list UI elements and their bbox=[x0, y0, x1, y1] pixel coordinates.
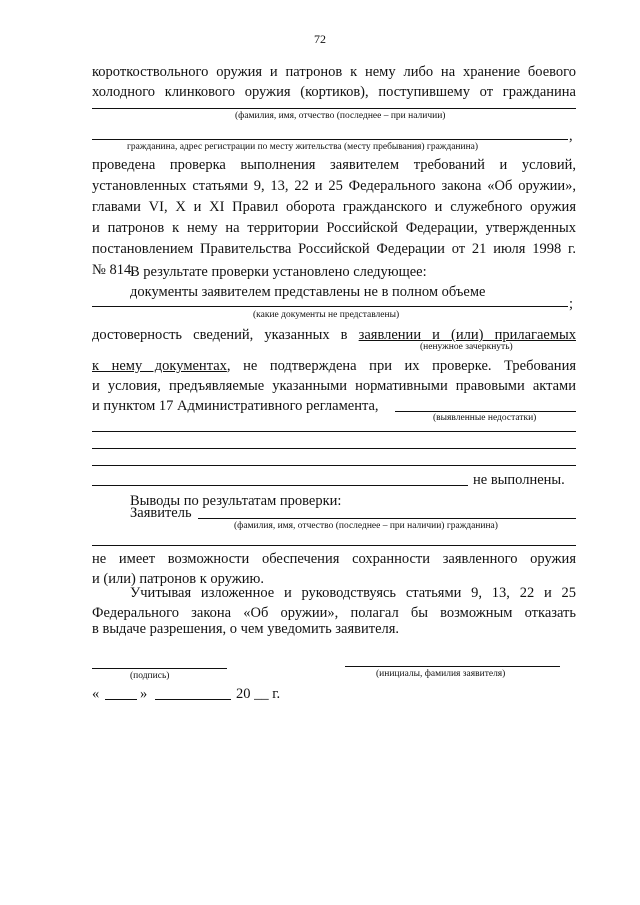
date-month-line bbox=[155, 699, 231, 700]
fill-line bbox=[92, 545, 576, 546]
text-line: № 814. bbox=[92, 262, 135, 278]
text-line: и пунктом 17 Административного регламента, bbox=[92, 398, 379, 414]
hint-signature: (подпись) bbox=[130, 671, 170, 681]
text-line: постановлением Правительства Российской Федерации от 21 июля 1998 г. bbox=[92, 241, 576, 257]
fill-line bbox=[92, 465, 576, 466]
fill-line bbox=[92, 306, 568, 307]
text-line: Выводы по результатам проверки: bbox=[130, 493, 342, 509]
text-line: короткоствольного оружия и патронов к нему либо на хранение боевого bbox=[92, 64, 576, 80]
date-quote-open: « bbox=[92, 686, 100, 702]
text-line bbox=[92, 356, 576, 376]
page-number: 72 bbox=[314, 32, 326, 46]
text-line: установленных статьями 9, 13, 22 и 25 Федерального закона «Об оружии», bbox=[92, 178, 576, 194]
underlined-text: к нему документах bbox=[92, 358, 227, 374]
text-line: и патронов к нему на территории Российской Федерации, утвержденных bbox=[92, 220, 576, 236]
date-quote-close: » bbox=[140, 686, 148, 702]
fill-line bbox=[395, 411, 576, 412]
comma: , bbox=[569, 128, 573, 144]
text-span: , не подтверждена при их проверке. Требования bbox=[226, 358, 576, 374]
text-line: и условия, предъявляемые указанными нормативными правовыми актами bbox=[92, 378, 576, 394]
date-year: 20 __ г. bbox=[236, 686, 281, 702]
fill-line bbox=[92, 448, 576, 449]
fill-line bbox=[198, 518, 576, 519]
text-line: Заявитель bbox=[130, 505, 192, 521]
signature-line bbox=[92, 668, 227, 669]
text-line: в выдаче разрешения, о чем уведомить заявителя. bbox=[92, 621, 400, 637]
fill-line bbox=[92, 108, 576, 109]
text-line: проведена проверка выполнения заявителем требований и условий, bbox=[92, 157, 576, 173]
date-day-line bbox=[105, 699, 137, 700]
hint-fio-applicant: (фамилия, имя, отчество (последнее – при наличии) гражданина) bbox=[234, 521, 498, 531]
hint-initials: (инициалы, фамилия заявителя) bbox=[376, 669, 506, 679]
hint-docs: (какие документы не представлены) bbox=[253, 310, 400, 320]
hint-defects: (выявленные недостатки) bbox=[433, 413, 537, 423]
text-line: и (или) патронов к оружию. bbox=[92, 571, 265, 587]
text-line: В результате проверки установлено следующее: bbox=[130, 264, 427, 280]
hint-strike: (ненужное зачеркнуть) bbox=[420, 342, 513, 352]
initials-line bbox=[345, 666, 560, 667]
text-line: главами VI, X и XI Правил оборота гражданского и служебного оружия bbox=[92, 199, 576, 215]
underlined-text: заявлении и (или) прилагаемых bbox=[358, 327, 576, 343]
text-line: Учитывая изложенное и руководствуясь статьями 9, 13, 22 и 25 bbox=[130, 585, 576, 601]
fill-line bbox=[92, 431, 576, 432]
semicolon: ; bbox=[569, 296, 574, 312]
text-line: Федерального закона «Об оружии», полагал бы возможным отказать bbox=[92, 605, 576, 621]
text-line: холодного клинкового оружия (кортиков), поступившему от гражданина bbox=[92, 84, 576, 100]
hint-address: гражданина, адрес регистрации по месту жительства (месту пребывания) гражданина) bbox=[127, 142, 479, 152]
text-line: не имеет возможности обеспечения сохранности заявленного оружия bbox=[92, 551, 576, 567]
fill-line bbox=[92, 139, 568, 140]
text-span: достоверность сведений, указанных в bbox=[92, 327, 348, 343]
fill-line bbox=[92, 485, 468, 486]
not-fulfilled: не выполнены. bbox=[473, 472, 565, 488]
hint-fio: (фамилия, имя, отчество (последнее – при наличии) bbox=[235, 111, 446, 121]
text-line: документы заявителем представлены не в полном объеме bbox=[130, 284, 486, 300]
